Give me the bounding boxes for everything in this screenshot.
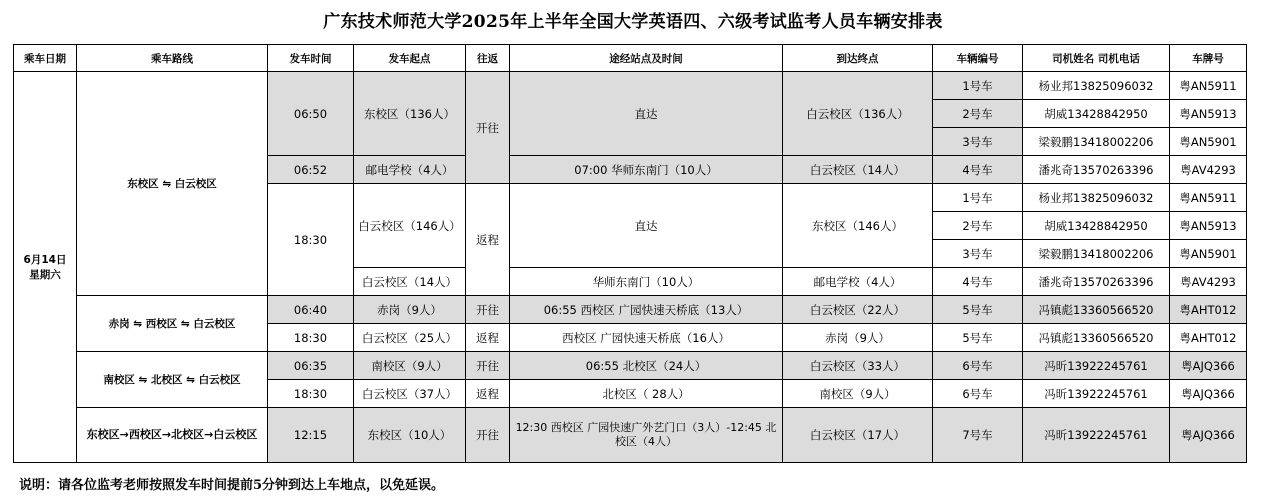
vehicle-cell: 7号车: [933, 408, 1023, 463]
driver-cell: 冯昕13922245761: [1023, 408, 1170, 463]
destination-cell: 南校区（9人）: [783, 380, 933, 408]
origin-cell: 东校区（10人）: [354, 408, 466, 463]
departure-time: 12:15: [268, 408, 354, 463]
direction-cell: 返程: [466, 324, 510, 352]
header-vehicle: 车辆编号: [933, 45, 1023, 72]
departure-time: 06:52: [268, 156, 354, 184]
driver-cell: 梁毅鹏13418002206: [1023, 128, 1170, 156]
header-origin: 发车起点: [354, 45, 466, 72]
destination-cell: 白云校区（17人）: [783, 408, 933, 463]
plate-cell: 粤AHT012: [1170, 324, 1247, 352]
header-date: 乘车日期: [14, 45, 77, 72]
driver-cell: 冯昕13922245761: [1023, 380, 1170, 408]
plate-cell: 粤AJQ366: [1170, 380, 1247, 408]
via-cell: 直达: [510, 72, 783, 156]
destination-cell: 赤岗（9人）: [783, 324, 933, 352]
departure-time: 06:40: [268, 296, 354, 324]
direction-cell: 返程: [466, 184, 510, 296]
driver-cell: 冯昕13922245761: [1023, 352, 1170, 380]
header-route: 乘车路线: [77, 45, 268, 72]
origin-cell: 南校区（9人）: [354, 352, 466, 380]
via-cell: 12:30 西校区 广园快速广外艺门口（3人）-12:45 北校区（4人）: [510, 408, 783, 463]
table-row: [14, 408, 1247, 463]
plate-cell: 粤AN5911: [1170, 72, 1247, 100]
route-cell: 东校区→西校区→北校区→白云校区: [77, 408, 268, 463]
destination-cell: 白云校区（33人）: [783, 352, 933, 380]
via-cell: 直达: [510, 184, 783, 268]
plate-cell: 粤AJQ366: [1170, 352, 1247, 380]
vehicle-cell: 5号车: [933, 324, 1023, 352]
destination-cell: 白云校区（22人）: [783, 296, 933, 324]
direction-cell: 返程: [466, 380, 510, 408]
plate-cell: 粤AN5901: [1170, 128, 1247, 156]
departure-time: 18:30: [268, 184, 354, 296]
direction-cell: 开往: [466, 352, 510, 380]
driver-cell: 梁毅鹏13418002206: [1023, 240, 1170, 268]
plate-cell: 粤AHT012: [1170, 296, 1247, 324]
destination-cell: 邮电学校（4人）: [783, 268, 933, 296]
direction-cell: 开往: [466, 296, 510, 324]
plate-cell: 粤AN5901: [1170, 240, 1247, 268]
table-row: [14, 72, 1247, 100]
plate-cell: 粤AN5913: [1170, 100, 1247, 128]
vehicle-cell: 1号车: [933, 72, 1023, 100]
plate-cell: 粤AN5913: [1170, 212, 1247, 240]
vehicle-cell: 6号车: [933, 380, 1023, 408]
via-cell: 西校区 广园快速天桥底（16人）: [510, 324, 783, 352]
route-cell: 赤岗 ⇋ 西校区 ⇋ 白云校区: [77, 296, 268, 352]
vehicle-cell: 2号车: [933, 212, 1023, 240]
header-via: 途经站点及时间: [510, 45, 783, 72]
plate-cell: 粤AV4293: [1170, 156, 1247, 184]
vehicle-cell: 4号车: [933, 156, 1023, 184]
origin-cell: 白云校区（25人）: [354, 324, 466, 352]
driver-cell: 潘兆奇13570263396: [1023, 268, 1170, 296]
origin-cell: 赤岗（9人）: [354, 296, 466, 324]
origin-cell: 白云校区（146人）: [354, 184, 466, 268]
header-time: 发车时间: [268, 45, 354, 72]
driver-cell: 胡威13428842950: [1023, 212, 1170, 240]
schedule-table: [13, 44, 1247, 463]
page-title: 广东技术师范大学2025年上半年全国大学英语四、六级考试监考人员车辆安排表: [323, 12, 943, 32]
vehicle-cell: 2号车: [933, 100, 1023, 128]
origin-cell: 东校区（136人）: [354, 72, 466, 156]
departure-time: 18:30: [268, 324, 354, 352]
vehicle-cell: 4号车: [933, 268, 1023, 296]
origin-cell: 白云校区（14人）: [354, 268, 466, 296]
departure-time: 18:30: [268, 380, 354, 408]
driver-cell: 杨业邦13825096032: [1023, 72, 1170, 100]
destination-cell: 白云校区（14人）: [783, 156, 933, 184]
driver-cell: 冯镇彪13360566520: [1023, 296, 1170, 324]
weekday-text: 星期六: [29, 269, 61, 281]
vehicle-cell: 3号车: [933, 240, 1023, 268]
via-cell: 07:00 华师东南门（10人）: [510, 156, 783, 184]
route-cell: 东校区 ⇋ 白云校区: [77, 72, 268, 296]
driver-cell: 杨业邦13825096032: [1023, 184, 1170, 212]
via-cell: 06:55 西校区 广园快速天桥底（13人）: [510, 296, 783, 324]
route-cell: 南校区 ⇋ 北校区 ⇋ 白云校区: [77, 352, 268, 408]
driver-cell: 潘兆奇13570263396: [1023, 156, 1170, 184]
table-row: [14, 352, 1247, 380]
vehicle-cell: 6号车: [933, 352, 1023, 380]
origin-cell: 白云校区（37人）: [354, 380, 466, 408]
vehicle-cell: 3号车: [933, 128, 1023, 156]
plate-cell: 粤AJQ366: [1170, 408, 1247, 463]
header-direction: 往返: [466, 45, 510, 72]
vehicle-cell: 5号车: [933, 296, 1023, 324]
plate-cell: 粤AN5911: [1170, 184, 1247, 212]
header-row: [14, 45, 1247, 72]
vehicle-cell: 1号车: [933, 184, 1023, 212]
driver-cell: 冯镇彪13360566520: [1023, 324, 1170, 352]
header-driver: 司机姓名 司机电话: [1023, 45, 1170, 72]
direction-cell: 开往: [466, 72, 510, 184]
destination-cell: 东校区（146人）: [783, 184, 933, 268]
departure-time: 06:50: [268, 72, 354, 156]
destination-cell: 白云校区（136人）: [783, 72, 933, 156]
plate-cell: 粤AV4293: [1170, 268, 1247, 296]
via-cell: 06:55 北校区（24人）: [510, 352, 783, 380]
table-row: [14, 296, 1247, 324]
footnote: 说明：请各位监考老师按照发车时间提前5分钟到达上车地点，以免延误。: [19, 478, 445, 493]
via-cell: 华师东南门（10人）: [510, 268, 783, 296]
date-text: 6月14日: [23, 254, 67, 266]
driver-cell: 胡威13428842950: [1023, 100, 1170, 128]
direction-cell: 开往: [466, 408, 510, 463]
date-cell: [14, 72, 77, 463]
origin-cell: 邮电学校（4人）: [354, 156, 466, 184]
header-destination: 到达终点: [783, 45, 933, 72]
departure-time: 06:35: [268, 352, 354, 380]
via-cell: 北校区（ 28人）: [510, 380, 783, 408]
header-plate: 车牌号: [1170, 45, 1247, 72]
